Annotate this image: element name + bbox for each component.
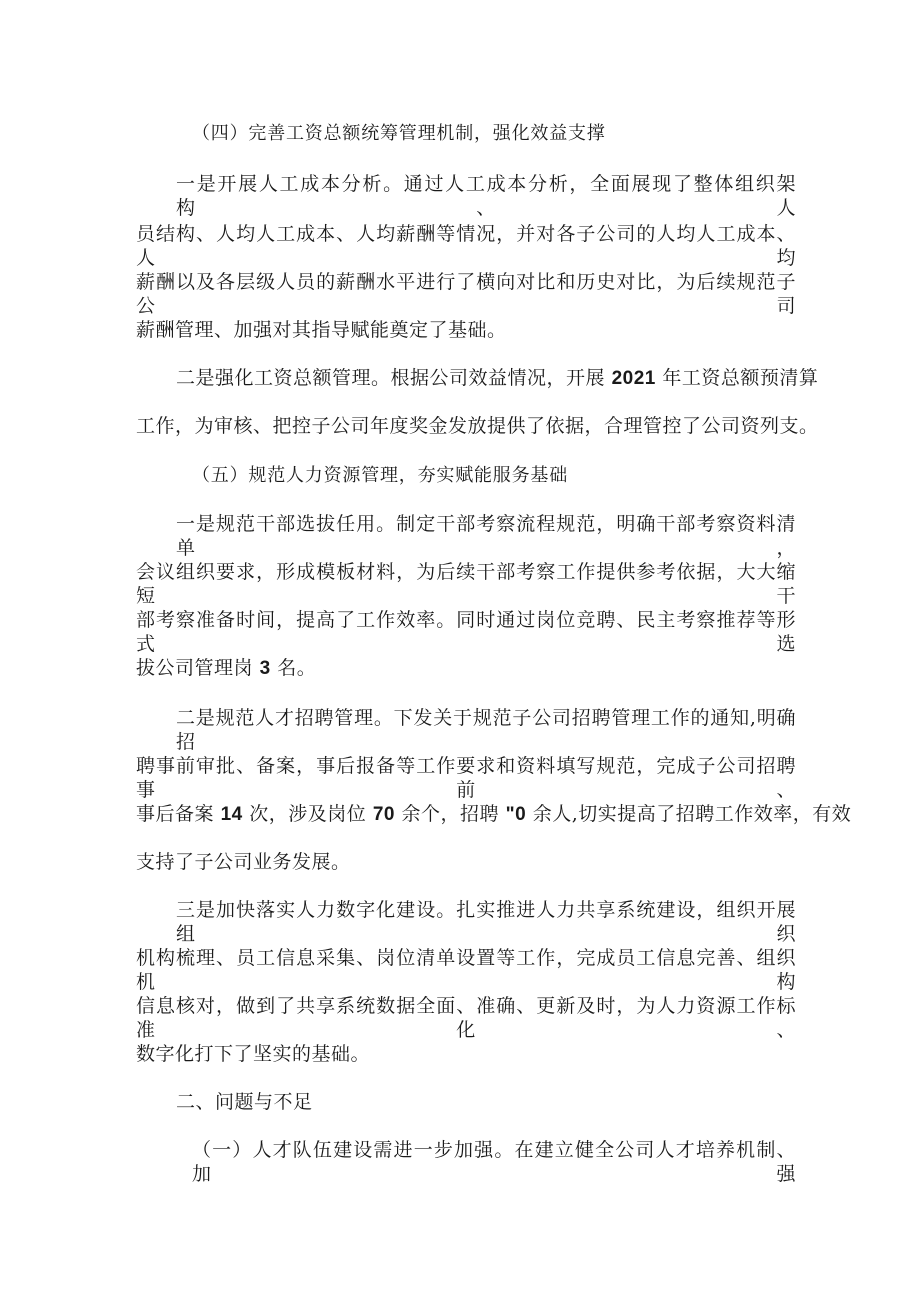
paragraph-line: 数字化打下了坚实的基础。	[136, 1043, 371, 1065]
paragraph-line: 事后备案 14 次，涉及岗位 70 余个，招聘 "0 余人,切实提高了招聘工作效率，有效	[136, 803, 852, 825]
paragraph-line: 三是加快落实人力数字化建设。扎实推进人力共享系统建设，组织开展组织	[176, 899, 796, 945]
paragraph-line: 聘事前审批、备案，事后报备等工作要求和资料填写规范，完成子公司招聘事前、	[136, 755, 796, 801]
paragraph-line: 员结构、人均人工成本、人均薪酬等情况，并对各子公司的人均人工成本、人均	[136, 223, 796, 269]
paragraph-line: 二是强化工资总额管理。根据公司效益情况，开展 2021 年工资总额预清算	[176, 367, 819, 389]
paragraph-line: 薪酬管理、加强对其指导赋能奠定了基础。	[136, 319, 507, 341]
year-number: 2021	[611, 368, 656, 389]
section-heading-4: （四）完善工资总额统筹管理机制，强化效益支撑	[192, 123, 606, 144]
count-number: 3	[259, 658, 271, 679]
count-number: 14	[220, 804, 243, 825]
paragraph-line: 工作，为审核、把控子公司年度奖金发放提供了依据，合理管控了公司资列支。	[136, 415, 819, 437]
paragraph-line: 拔公司管理岗 3 名。	[136, 657, 317, 679]
paragraph-line: 会议组织要求，形成模板材料，为后续干部考察工作提供参考依据，大大缩短干	[136, 561, 796, 607]
paragraph-line: 一是开展人工成本分析。通过人工成本分析，全面展现了整体组织架构、人	[176, 173, 796, 219]
section-heading-5: （五）规范人力资源管理，夯实赋能服务基础	[192, 465, 568, 486]
paragraph-line: 部考察准备时间，提高了工作效率。同时通过岗位竞聘、民主考察推荐等形式选	[136, 609, 796, 655]
paragraph-line: 机构梳理、员工信息采集、岗位清单设置等工作，完成员工信息完善、组织机构	[136, 947, 796, 993]
paragraph-line: 二是规范人才招聘管理。下发关于规范子公司招聘管理工作的通知,明确招	[176, 707, 796, 753]
paragraph-line: 薪酬以及各层级人员的薪酬水平进行了横向对比和历史对比，为后续规范子公司	[136, 271, 796, 317]
paragraph-line: 一是规范干部选拔任用。制定干部考察流程规范，明确干部考察资料清单，	[176, 513, 796, 559]
paragraph-line: （一）人才队伍建设需进一步加强。在建立健全公司人才培养机制、加强	[192, 1139, 796, 1185]
paragraph-line: 信息核对，做到了共享系统数据全面、准确、更新及时，为人力资源工作标准化、	[136, 995, 796, 1041]
count-number: "0	[505, 804, 527, 825]
paragraph-line: 支持了子公司业务发展。	[136, 851, 351, 873]
count-number: 70	[372, 804, 395, 825]
section-heading-2: 二、问题与不足	[176, 1091, 313, 1113]
